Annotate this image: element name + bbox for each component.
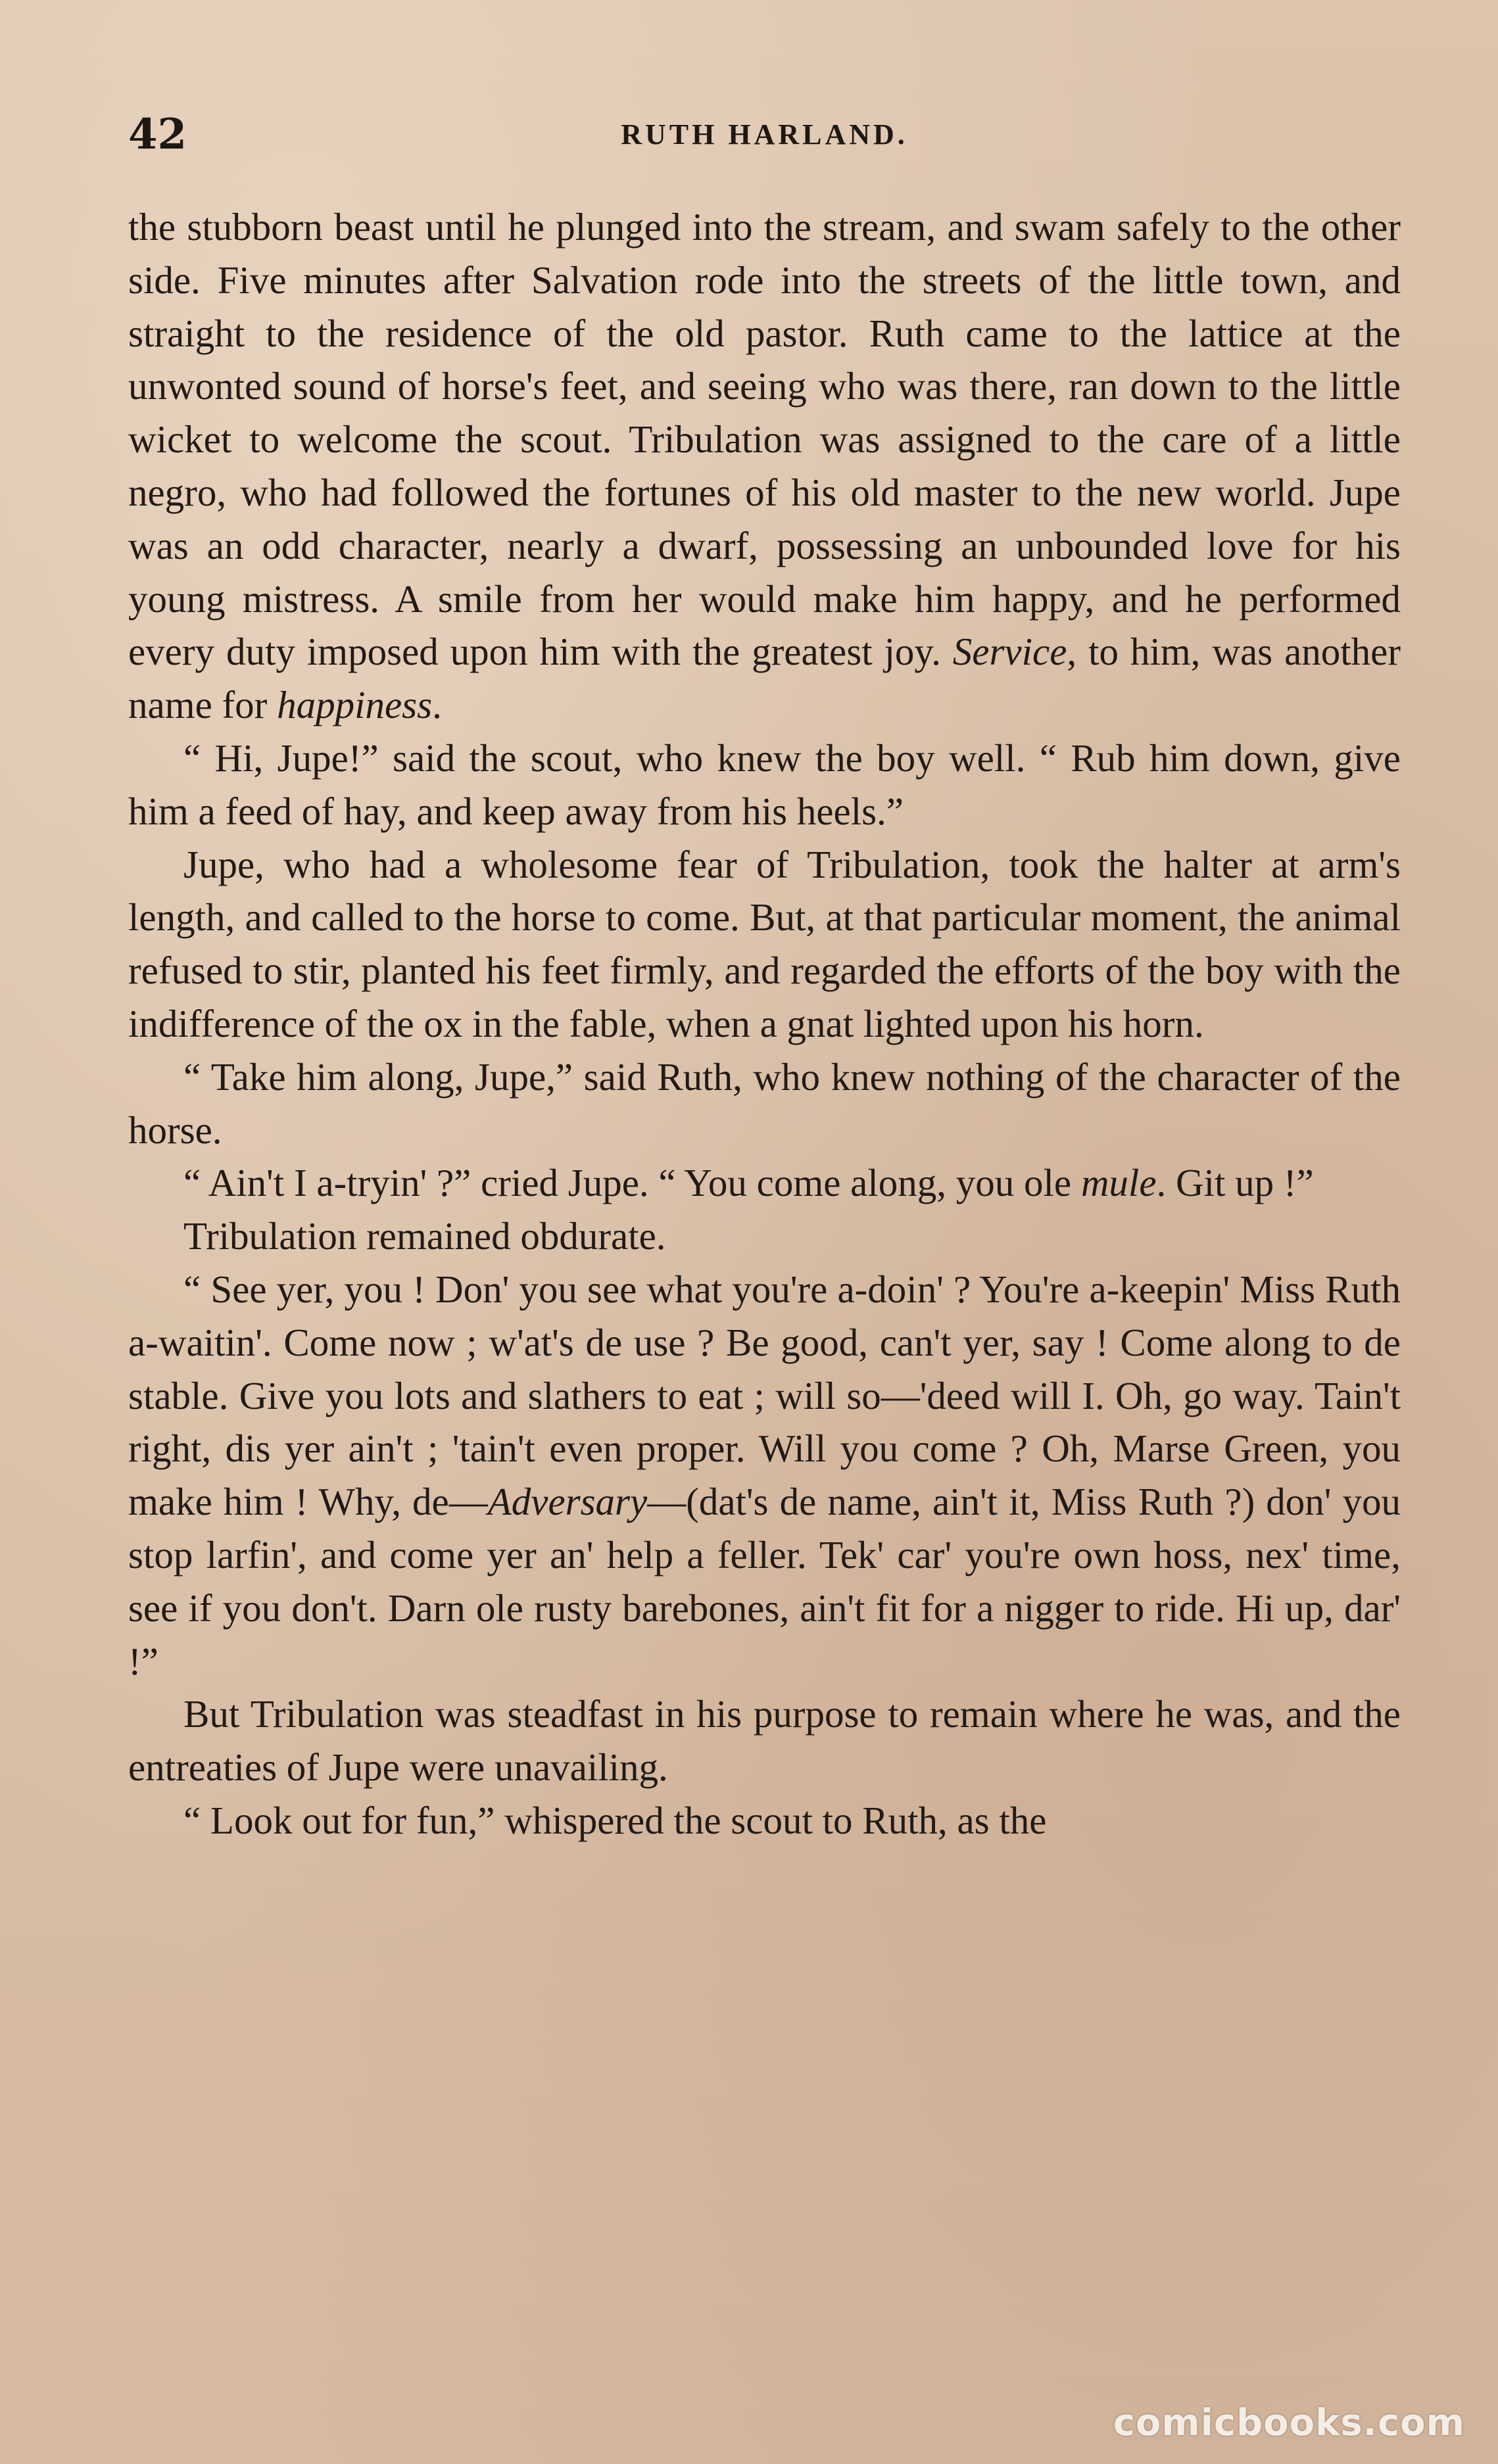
watermark: comicbooks.com <box>1113 2402 1465 2444</box>
italic-text: mule <box>1080 1161 1157 1205</box>
text-run: , to him, was another name for <box>128 630 1401 727</box>
paragraph <box>128 1051 1401 1157</box>
body-text <box>128 201 1401 1847</box>
paragraph <box>128 1156 1401 1210</box>
text-run: But Tribulation was steadfast in his purpose to remain where he was, and the entreaties of Jupe were unavailing. <box>128 1692 1401 1789</box>
text-run: . Git up !” <box>1156 1161 1314 1205</box>
text-run: Tribulation remained obdurate. <box>183 1214 666 1258</box>
italic-text: Service <box>952 630 1067 674</box>
paragraph <box>128 1210 1401 1263</box>
italic-text: happiness <box>277 683 433 727</box>
text-run: “ Hi, Jupe!” said the scout, who knew the boy well. “ Rub him down, give him a feed of hay, and keep away from his heels.” <box>128 736 1401 833</box>
page-number: 42 <box>128 110 187 159</box>
text-run: “ Ain't I a-tryin' ?” cried Jupe. “ You come along, you ole <box>183 1161 1081 1205</box>
text-run: “ Take him along, Jupe,” said Ruth, who knew nothing of the character of the horse. <box>128 1054 1401 1152</box>
paragraph <box>128 838 1401 1051</box>
text-run: —(dat's de name, ain't it, Miss Ruth ?) don' you stop larfin', and come yer an' help a feller. Tek' car' you're own hoss, nex' time, see if you don't. Darn ole rusty barebones, ain't fit for a nigger to ride. Hi up, dar' !” <box>128 1480 1401 1683</box>
paragraph <box>128 732 1401 838</box>
text-run: . <box>432 683 442 727</box>
italic-text: Adversary <box>487 1480 648 1524</box>
text-run: the stubborn beast until he plunged into the stream, and swam safely to the other side. Five minutes after Salvation rode into the streets of the little town, and straight to the residence of the old pastor. Ruth came to the lattice at the unwonted sound of horse's feet, and seeing who was there, ran down to the little wicket to welcome the scout. Tribulation was assigned to the care of a little negro, who had followed the fortunes of his old master to the new world. Jupe was an odd character, nearly a dwarf, possessing an unbounded love for his young mistress. A smile from her would make him happy, and he performed every duty imposed upon him with the greatest joy. <box>128 205 1401 674</box>
running-head: RUTH HARLAND. <box>621 118 908 151</box>
paragraph <box>128 1794 1401 1847</box>
text-run: “ Look out for fun,” whispered the scout to Ruth, as the <box>183 1798 1047 1842</box>
paragraph <box>128 1688 1401 1794</box>
paragraph <box>128 201 1401 732</box>
text-run: “ See yer, you ! Don' you see what you're a-doin' ? You're a-keepin' Miss Ruth a-waitin'. Come now ; w'at's de use ? Be good, can't yer, say ! Come along to de stable. Give you lots and slathers to eat ; will so—'deed will I. Oh, go way. Tain't right, dis yer ain't ; 'tain't even proper. Will you come ? Oh, Marse Green, you make him ! Why, de— <box>128 1267 1401 1524</box>
text-run: Jupe, who had a wholesome fear of Tribulation, took the halter at arm's length, and called to the horse to come. But, at that particular moment, the animal refused to stir, planted his feet firmly, and regarded the efforts of the boy with the indifference of the ox in the fable, when a gnat lighted upon his horn. <box>128 842 1401 1045</box>
paragraph <box>128 1263 1401 1688</box>
page-header <box>128 105 1401 164</box>
